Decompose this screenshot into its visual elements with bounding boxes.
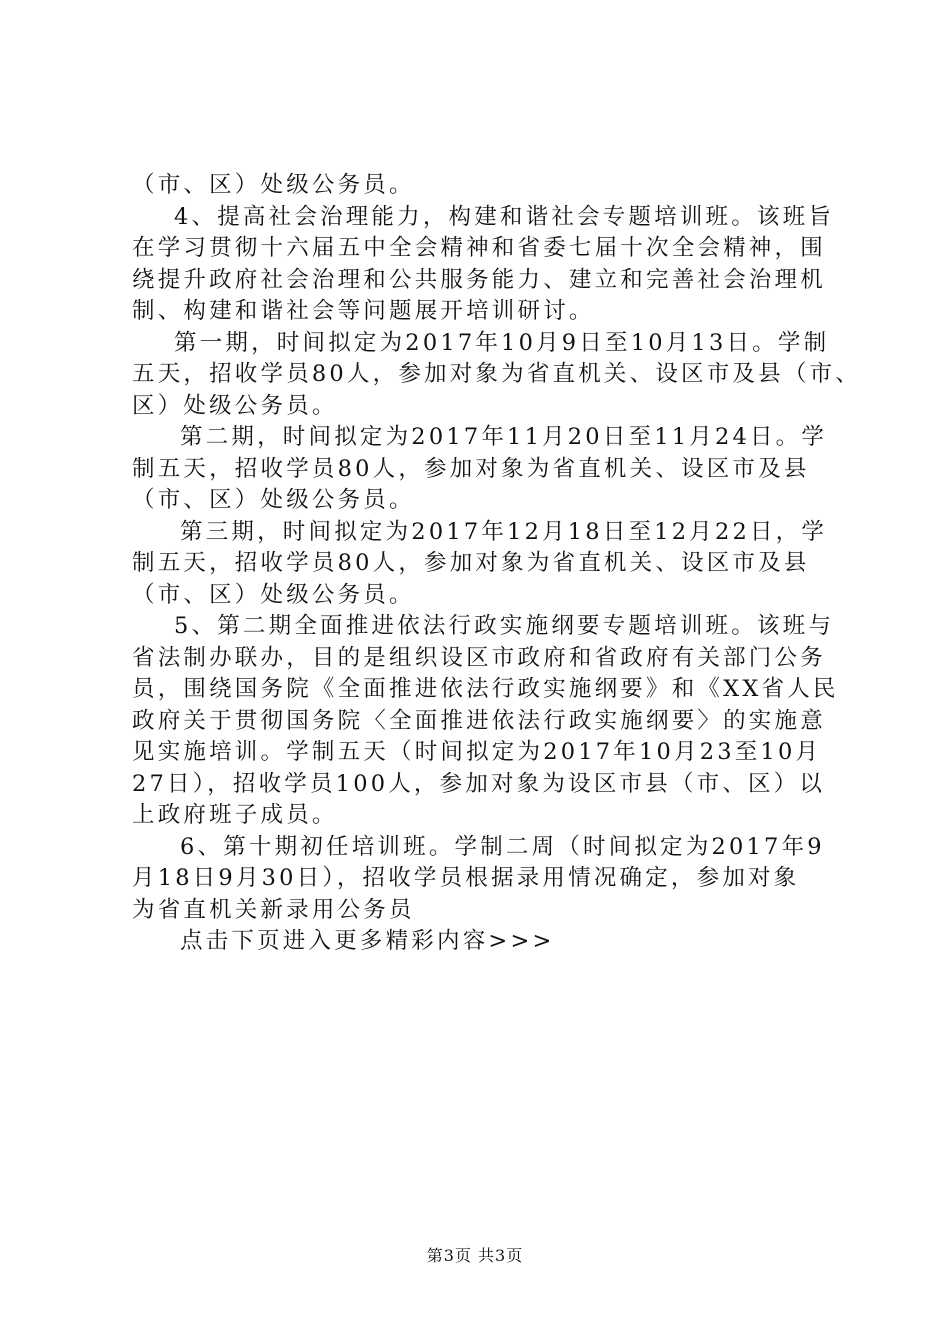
text-line: 27日），招收学员100人，参加对象为设区市县（市、区）以 bbox=[132, 770, 826, 797]
text-line: 4、提高社会治理能力，构建和谐社会专题培训班。该班旨 bbox=[174, 203, 835, 230]
text-line: 6、第十期初任培训班。学制二周（时间拟定为2017年9 bbox=[180, 833, 825, 860]
text-line: 5、第二期全面推进依法行政实施纲要专题培训班。该班与 bbox=[174, 613, 835, 639]
text-line: 政府关于贯彻国务院〈全面推进依法行政实施纲要〉的实施意 bbox=[132, 707, 826, 734]
text-line: 制、构建和谐社会等问题展开培训研讨。 bbox=[132, 298, 595, 324]
text-line: （市、区）处级公务员。 bbox=[132, 487, 415, 513]
text-line: 见实施培训。学制五天（时间拟定为2017年10月23至10月 bbox=[132, 739, 822, 765]
text-line: 第二期，时间拟定为2017年11月20日至11月24日。学 bbox=[180, 424, 828, 450]
text-line: （市、区）处级公务员。 bbox=[132, 581, 415, 608]
text-line: 月18日9月30日），招收学员根据录用情况确定，参加对象 bbox=[132, 865, 800, 891]
document-body bbox=[132, 170, 861, 958]
next-page-link[interactable]: 点击下页进入更多精彩内容>>> bbox=[180, 928, 555, 954]
text-line: 员，围绕国务院《全面推进依法行政实施纲要》和《XX省人民 bbox=[132, 676, 839, 702]
text-line: 为省直机关新录用公务员 bbox=[132, 896, 415, 923]
text-line: 省法制办联办，目的是组织设区市政府和省政府有关部门公务 bbox=[132, 644, 826, 671]
text-line: 第三期，时间拟定为2017年12月18日至12月22日，学 bbox=[180, 518, 828, 545]
text-line: 制五天，招收学员80人，参加对象为省直机关、设区市及县 bbox=[132, 550, 810, 576]
text-line: （市、区）处级公务员。 bbox=[132, 172, 415, 198]
text-line: 五天，招收学员80人，参加对象为省直机关、设区市及县（市、 bbox=[132, 361, 861, 387]
text-line: 制五天，招收学员80人，参加对象为省直机关、设区市及县 bbox=[132, 455, 810, 482]
text-line: 绕提升政府社会治理和公共服务能力、建立和完善社会治理机 bbox=[132, 266, 826, 293]
text-line: 上政府班子成员。 bbox=[132, 802, 338, 828]
text-line: 区）处级公务员。 bbox=[132, 392, 338, 419]
text-line: 在学习贯彻十六届五中全会精神和省委七届十次全会精神，围 bbox=[132, 235, 826, 261]
text-line: 第一期，时间拟定为2017年10月9日至10月13日。学制 bbox=[174, 329, 830, 356]
page-number: 第3页 共3页 bbox=[426, 1246, 524, 1265]
